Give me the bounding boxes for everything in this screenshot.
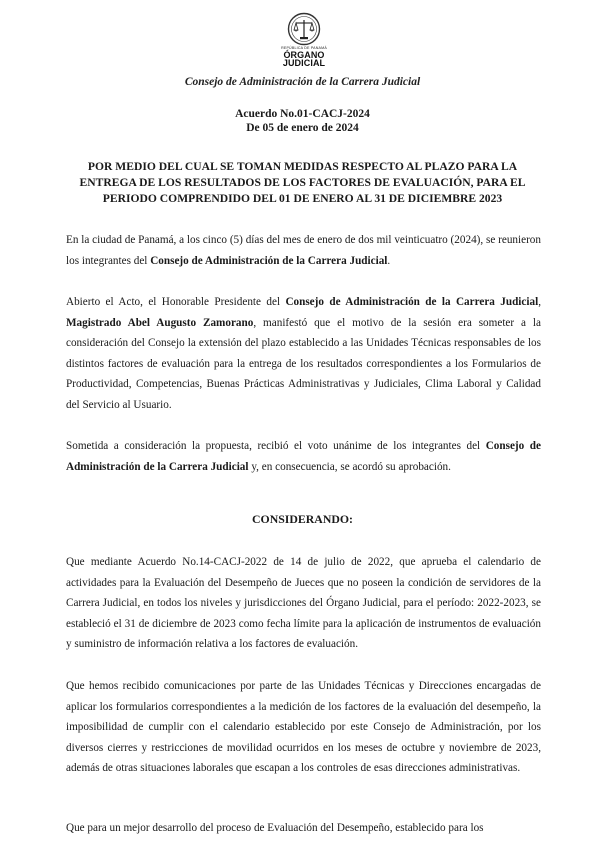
paragraph-considerando-2: Que hemos recibido comunicaciones por parte de las Unidades Técnicas y Direcciones encargadas de aplicar los formularios correspondientes a la medición de los factores de la evaluación del desempeño, la imposibilidad de cumplir con el calendario establecido por este Consejo de Administración, por los diversos cierres y restricciones de movilidad ocurridos en los meses de octubre y noviembre de 2023, además de otras situaciones laborales que escapan a los controles de esas direcciones administrativas. [66, 680, 541, 774]
paragraph-act: Abierto el Acto, el Honorable Presidente del Consejo de Administración de la Carrera Judicial, Magistrado Abel Augusto Zamorano, manifestó que el motivo de la sesión era someter a la consideración del Consejo la extensión del plazo establecido a las Unidades Técnicas responsables de los distintos factores de evaluación para la entrega de los resultados correspondientes a los Formularios de Productividad, Competencias, Buenas Prácticas Administrativas y Judiciales, Clima Laboral y Calidad del Servicio al Usuario. [66, 296, 541, 411]
paragraph-vote: Sometida a consideración la propuesta, recibió el voto unánime de los integrantes del Consejo de Administración de la Carrera Judicial y, en consecuencia, se acordó su aprobación. [66, 440, 541, 473]
emblem-line-judicial: JUDICIAL [282, 58, 326, 68]
emblem-line-organo: ÓRGANO [283, 50, 325, 60]
paragraph-considerando-3: Que para un mejor desarrollo del proceso de Evaluación del Desempeño, establecido para los [66, 822, 484, 834]
paragraph-opening: En la ciudad de Panamá, a los cinco (5) días del mes de enero de dos mil veinticuatro (2024), se reunieron los integrantes del Consejo de Administración de la Carrera Judicial. [66, 234, 541, 267]
council-name: Consejo de Administración de la Carrera Judicial [184, 76, 421, 88]
scales-of-justice-emblem-icon [286, 12, 322, 46]
organo-judicial-logo [279, 12, 329, 74]
agreement-number: Acuerdo No.01-CACJ-2024 [235, 108, 370, 120]
agreement-date: De 05 de enero de 2024 [246, 122, 359, 134]
agreement-header [0, 107, 605, 135]
document-title: POR MEDIO DEL CUAL SE TOMAN MEDIDAS RESPECTO AL PLAZO PARA LA ENTREGA DE LOS RESULTADOS DE LOS FACTORES DE EVALUACIÓN, PARA EL PERIODO COMPRENDIDO DEL 01 DE ENERO AL 31 DE DICIEMBRE 2023 [79, 160, 526, 205]
paragraph-considerando-1: Que mediante Acuerdo No.14-CACJ-2022 de 14 de julio de 2022, que aprueba el calendario de actividades para la Evaluación del Desempeño de Jueces que no poseen la condición de servidores de la Carrera Judicial, en todos los niveles y jurisdicciones del Órgano Judicial, para el período: 2022-2023, se estableció el 31 de diciembre de 2023 como fecha límite para la aplicación de instrumentos de evaluación y suministro de información relativa a los factores de evaluación. [66, 556, 541, 650]
considerando-heading: CONSIDERANDO: [252, 512, 353, 526]
emblem-subtitle: REPÚBLICA DE PANAMÁ [281, 46, 327, 50]
